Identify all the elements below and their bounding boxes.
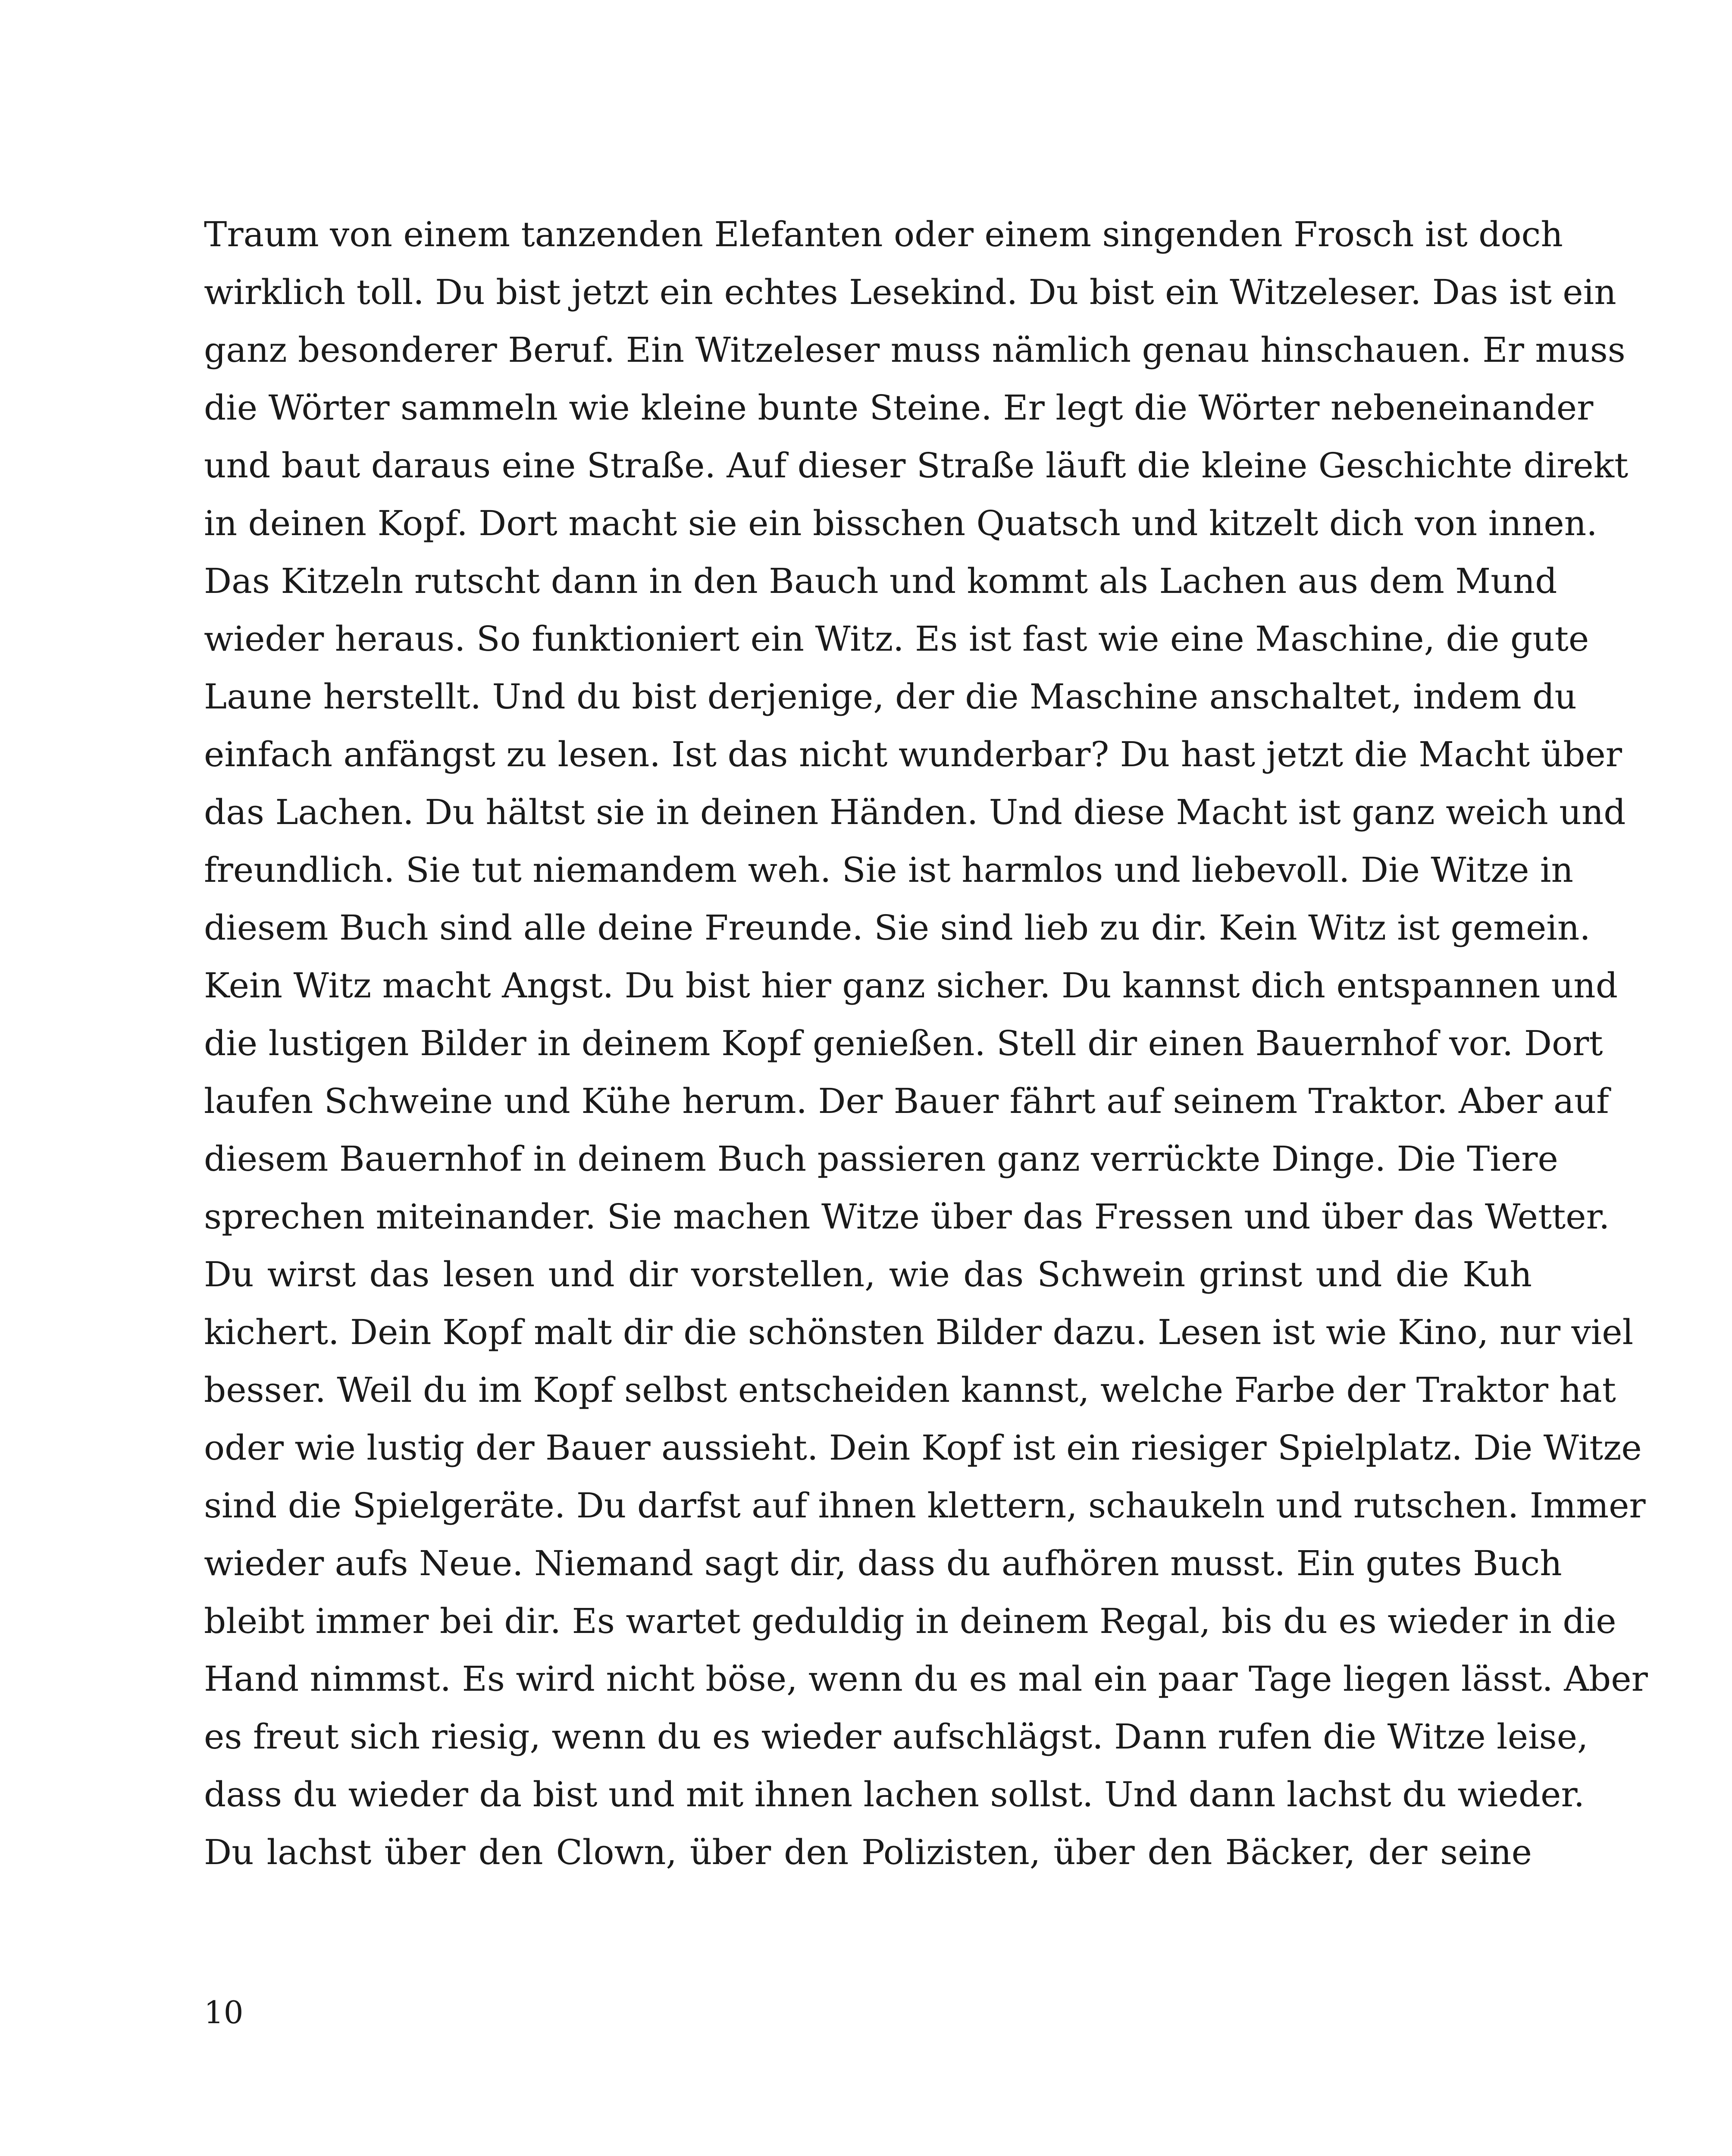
- text-line: wieder aufs Neue. Niemand sagt dir, dass du aufhören musst. Ein gutes Buch: [204, 1543, 1562, 1583]
- text-line: kichert. Dein Kopf malt dir die schönsten Bilder dazu. Lesen ist wie Kino, nur viel: [204, 1312, 1634, 1352]
- text-line: diesem Buch sind alle deine Freunde. Sie sind lieb zu dir. Kein Witz ist gemein.: [204, 908, 1591, 948]
- text-line: das Lachen. Du hältst sie in deinen Händen. Und diese Macht ist ganz weich und: [204, 792, 1626, 832]
- text-line: Das Kitzeln rutscht dann in den Bauch und kommt als Lachen aus dem Mund: [204, 561, 1557, 601]
- text-line: diesem Bauernhof in deinem Buch passieren ganz verrückte Dinge. Die Tiere: [204, 1139, 1558, 1179]
- text-line: sind die Spielgeräte. Du darfst auf ihnen klettern, schaukeln und rutschen. Immer: [204, 1485, 1646, 1526]
- text-line: oder wie lustig der Bauer aussieht. Dein Kopf ist ein riesiger Spielplatz. Die Witze: [204, 1428, 1642, 1468]
- text-line: besser. Weil du im Kopf selbst entscheiden kannst, welche Farbe der Traktor hat: [204, 1370, 1616, 1410]
- text-line: laufen Schweine und Kühe herum. Der Bauer fährt auf seinem Traktor. Aber auf: [204, 1081, 1609, 1121]
- text-line: ganz besonderer Beruf. Ein Witzeleser muss nämlich genau hinschauen. Er muss: [204, 330, 1626, 370]
- text-line: Kein Witz macht Angst. Du bist hier ganz sicher. Du kannst dich entspannen und: [204, 965, 1618, 1006]
- text-line: und baut daraus eine Straße. Auf dieser Straße läuft die kleine Geschichte direkt: [204, 445, 1629, 486]
- text-line: es freut sich riesig, wenn du es wieder aufschlägst. Dann rufen die Witze leise,: [204, 1717, 1588, 1757]
- text-line: wirklich toll. Du bist jetzt ein echtes Lesekind. Du bist ein Witzeleser. Das ist ein: [204, 272, 1616, 312]
- text-line: Du wirst das lesen und dir vorstellen, wie das Schwein grinst und die Kuh: [204, 1254, 1532, 1294]
- text-line: Traum von einem tanzenden Elefanten oder einem singenden Frosch ist doch: [204, 214, 1563, 254]
- text-line: bleibt immer bei dir. Es wartet geduldig in deinem Regal, bis du es wieder in die: [204, 1601, 1616, 1641]
- text-line: freundlich. Sie tut niemandem weh. Sie ist harmlos und liebevoll. Die Witze in: [204, 850, 1573, 890]
- text-line: sprechen miteinander. Sie machen Witze über das Fressen und über das Wetter.: [204, 1197, 1610, 1237]
- text-line: die Wörter sammeln wie kleine bunte Steine. Er legt die Wörter nebeneinander: [204, 388, 1594, 428]
- page-number: 10: [204, 1994, 244, 2031]
- text-line: dass du wieder da bist und mit ihnen lachen sollst. Und dann lachst du wieder.: [204, 1774, 1585, 1814]
- text-line: Hand nimmst. Es wird nicht böse, wenn du es mal ein paar Tage liegen lässt. Aber: [204, 1659, 1648, 1699]
- text-line: in deinen Kopf. Dort macht sie ein bisschen Quatsch und kitzelt dich von innen.: [204, 503, 1597, 543]
- text-line: die lustigen Bilder in deinem Kopf genießen. Stell dir einen Bauernhof vor. Dort: [204, 1023, 1603, 1063]
- text-line: Laune herstellt. Und du bist derjenige, der die Maschine anschaltet, indem du: [204, 677, 1577, 717]
- text-line: wieder heraus. So funktioniert ein Witz. Es ist fast wie eine Maschine, die gute: [204, 619, 1589, 659]
- text-line: Du lachst über den Clown, über den Polizisten, über den Bäcker, der seine: [204, 1832, 1532, 1872]
- body-text: [204, 206, 1648, 1881]
- text-line: einfach anfängst zu lesen. Ist das nicht wunderbar? Du hast jetzt die Macht über: [204, 734, 1622, 774]
